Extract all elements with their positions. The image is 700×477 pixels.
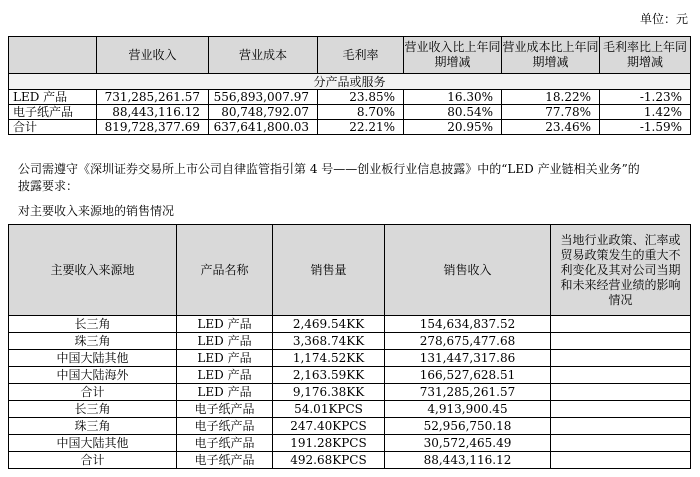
header-cell: 销售收入 [385, 225, 551, 316]
table-row [9, 435, 691, 452]
impact-cell [551, 350, 691, 367]
region-cell: 珠三角 [9, 418, 177, 435]
region-cell: 中国大陆其他 [9, 350, 177, 367]
table-row [9, 333, 691, 350]
section-row [9, 74, 691, 90]
revenue-cell: 88,443,116.12 [97, 105, 209, 120]
sales-cell: 30,572,465.49 [385, 435, 551, 452]
row-label: LED 产品 [9, 90, 97, 105]
table-row [9, 350, 691, 367]
region-cell: 合计 [9, 384, 177, 401]
impact-cell [551, 316, 691, 333]
product-cell: LED 产品 [177, 367, 273, 384]
impact-cell [551, 367, 691, 384]
impact-cell [551, 333, 691, 350]
impact-cell [551, 401, 691, 418]
table-row [9, 316, 691, 333]
section-heading: 对主要收入来源地的销售情况 [18, 204, 175, 218]
disclosure-paragraph-line1: 公司需遵守《深圳证券交易所上市公司自律监管指引第 4 号——创业板行业信息披露》中的“LED 产业链相关业务”的 [18, 162, 640, 176]
cost-cell: 80,748,792.07 [209, 105, 318, 120]
header-cell: 营业成本 [209, 37, 318, 74]
region-cell: 珠三角 [9, 333, 177, 350]
sales-cell: 166,527,628.51 [385, 367, 551, 384]
impact-cell [551, 452, 691, 469]
table-row [9, 120, 691, 135]
header-cell: 当地行业政策、汇率或贸易政策发生的重大不利变化及其对公司当期和未来经营业绩的影响情况 [551, 225, 691, 316]
regional-sales-table [8, 224, 691, 469]
sales-cell: 731,285,261.57 [385, 384, 551, 401]
sales-cell: 4,913,900.45 [385, 401, 551, 418]
table-row [9, 384, 691, 401]
volume-cell: 2,163.59KK [273, 367, 385, 384]
product-revenue-table [8, 36, 691, 135]
cost-cell: 637,641,800.03 [209, 120, 318, 135]
margin-change-cell: 1.42% [600, 105, 691, 120]
cost-change-cell: 18.22% [502, 90, 600, 105]
header-cell: 营业收入 [97, 37, 209, 74]
table-header-row [9, 37, 691, 74]
margin-change-cell: -1.23% [600, 90, 691, 105]
volume-cell: 3,368.74KK [273, 333, 385, 350]
disclosure-paragraph-line2: 披露要求： [18, 179, 79, 193]
revenue-cell: 819,728,377.69 [97, 120, 209, 135]
product-cell: LED 产品 [177, 384, 273, 401]
cost-cell: 556,893,007.97 [209, 90, 318, 105]
revenue-change-cell: 16.30% [404, 90, 502, 105]
cost-change-cell: 23.46% [502, 120, 600, 135]
table-row [9, 452, 691, 469]
unit-label: 单位：元 [639, 12, 688, 26]
impact-cell [551, 435, 691, 452]
impact-cell [551, 384, 691, 401]
volume-cell: 492.68KPCS [273, 452, 385, 469]
product-cell: LED 产品 [177, 350, 273, 367]
product-cell: LED 产品 [177, 316, 273, 333]
margin-cell: 22.21% [318, 120, 404, 135]
header-cell: 毛利率比上年同期增减 [600, 37, 691, 74]
row-label: 电子纸产品 [9, 105, 97, 120]
sales-cell: 154,634,837.52 [385, 316, 551, 333]
region-cell: 中国大陆其他 [9, 435, 177, 452]
table-row [9, 401, 691, 418]
header-cell [9, 37, 97, 74]
sales-cell: 278,675,477.68 [385, 333, 551, 350]
volume-cell: 191.28KPCS [273, 435, 385, 452]
volume-cell: 247.40KPCS [273, 418, 385, 435]
header-cell: 营业收入比上年同期增减 [404, 37, 502, 74]
section-label: 分产品或服务 [9, 74, 691, 90]
product-cell: 电子纸产品 [177, 401, 273, 418]
table-row [9, 418, 691, 435]
revenue-change-cell: 20.95% [404, 120, 502, 135]
revenue-cell: 731,285,261.57 [97, 90, 209, 105]
margin-cell: 23.85% [318, 90, 404, 105]
sales-cell: 131,447,317.86 [385, 350, 551, 367]
product-cell: 电子纸产品 [177, 435, 273, 452]
volume-cell: 1,174.52KK [273, 350, 385, 367]
cost-change-cell: 77.78% [502, 105, 600, 120]
impact-cell [551, 418, 691, 435]
header-cell: 销售量 [273, 225, 385, 316]
volume-cell: 2,469.54KK [273, 316, 385, 333]
region-cell: 长三角 [9, 401, 177, 418]
region-cell: 中国大陆海外 [9, 367, 177, 384]
region-cell: 合计 [9, 452, 177, 469]
table-row [9, 367, 691, 384]
region-cell: 长三角 [9, 316, 177, 333]
product-cell: LED 产品 [177, 333, 273, 350]
sales-cell: 88,443,116.12 [385, 452, 551, 469]
margin-cell: 8.70% [318, 105, 404, 120]
product-cell: 电子纸产品 [177, 418, 273, 435]
margin-change-cell: -1.59% [600, 120, 691, 135]
header-cell: 产品名称 [177, 225, 273, 316]
revenue-change-cell: 80.54% [404, 105, 502, 120]
row-label: 合计 [9, 120, 97, 135]
sales-cell: 52,956,750.18 [385, 418, 551, 435]
product-cell: 电子纸产品 [177, 452, 273, 469]
header-cell: 营业成本比上年同期增减 [502, 37, 600, 74]
volume-cell: 9,176.38KK [273, 384, 385, 401]
table-row [9, 105, 691, 120]
table-row [9, 90, 691, 105]
table-header-row [9, 225, 691, 316]
header-cell: 主要收入来源地 [9, 225, 177, 316]
volume-cell: 54.01KPCS [273, 401, 385, 418]
header-cell: 毛利率 [318, 37, 404, 74]
